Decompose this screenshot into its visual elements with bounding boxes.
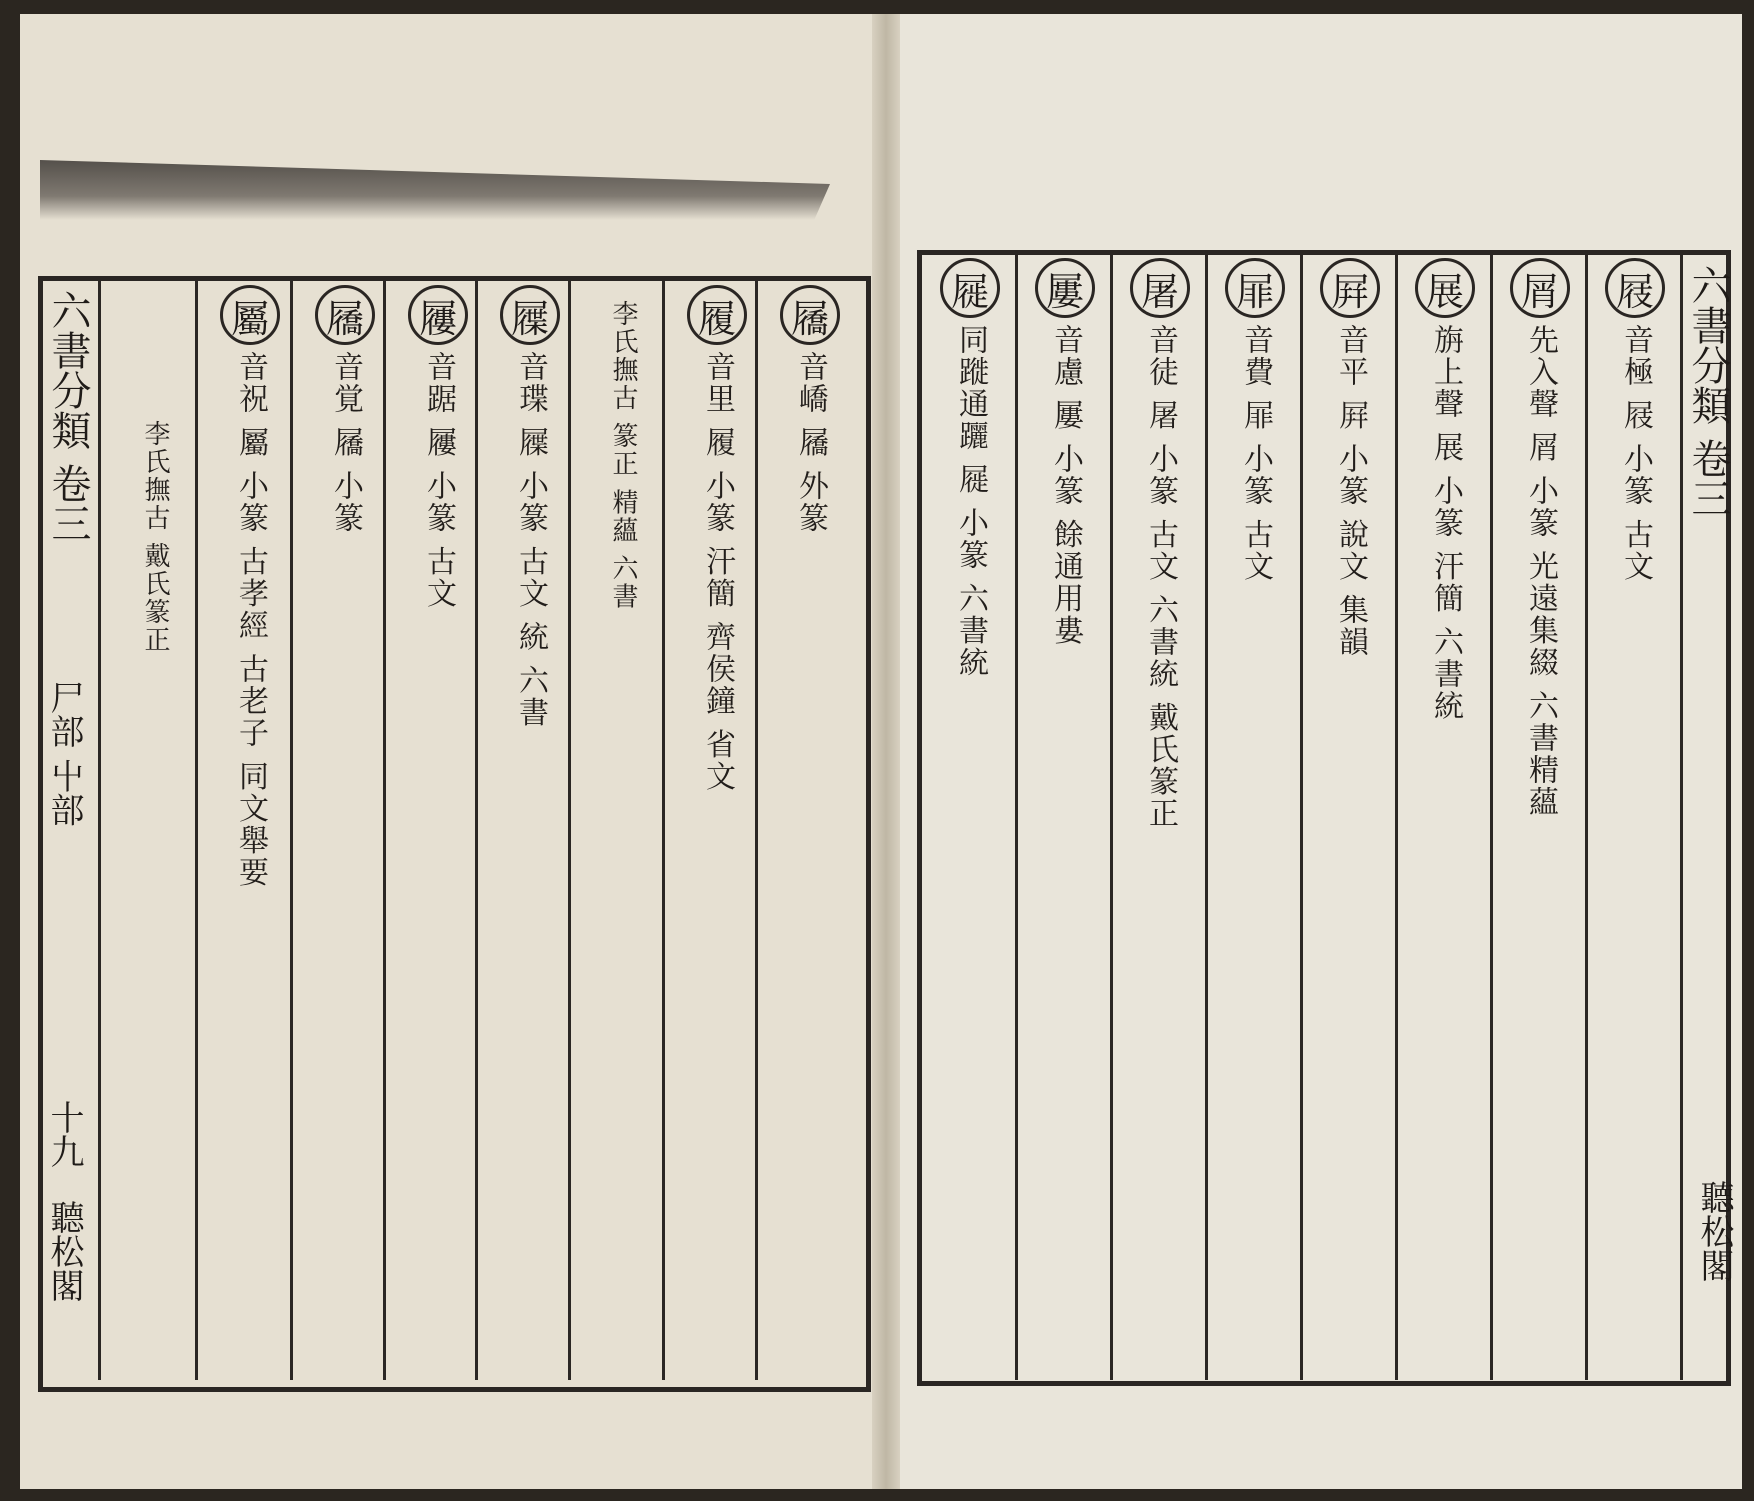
left-column-6 xyxy=(300,285,390,534)
entry-text: 李氏撫古 篆正 精蘊 六書 xyxy=(608,300,638,611)
entry-text: 音祝 屬 小篆 古孝經 古老子 同文舉要 xyxy=(233,351,268,889)
right-column-7 xyxy=(1020,258,1110,647)
entry-text: 音嶠 屩 外篆 xyxy=(793,351,828,535)
column-rule xyxy=(1110,255,1113,1380)
entry-head: 屛 xyxy=(1320,258,1380,318)
left-column-1 xyxy=(765,285,855,534)
entry-text: 同蹝通躧 屣 小篆 六書統 xyxy=(953,324,988,679)
entry-head: 展 xyxy=(1415,258,1475,318)
left-publisher: 聽松閣 xyxy=(44,1200,84,1302)
entry-text: 旃上聲 展 小篆 汗簡 六書統 xyxy=(1428,324,1463,723)
left-column-8 xyxy=(110,420,200,654)
entry-text: 音覚 屩 小篆 xyxy=(328,351,363,535)
column-rule xyxy=(383,280,386,1380)
left-sub-label: 尸部 屮部 xyxy=(44,680,84,827)
right-publisher: 聽松閣 xyxy=(1694,1180,1734,1282)
entry-head: 屧 xyxy=(500,285,560,345)
right-column-2 xyxy=(1495,258,1585,818)
right-side-label: 六書分類 卷三 xyxy=(1685,265,1731,518)
column-rule xyxy=(1585,255,1588,1380)
column-rule xyxy=(1490,255,1493,1380)
entry-head: 履 xyxy=(687,285,747,345)
entry-head: 屑 xyxy=(1510,258,1570,318)
right-column-3 xyxy=(1400,258,1490,722)
column-rule xyxy=(1015,255,1018,1380)
entry-text: 音慮 屢 小篆 餘通用婁 xyxy=(1048,324,1083,647)
left-page-number: 十九 xyxy=(44,1100,84,1168)
column-rule xyxy=(1680,255,1683,1380)
left-column-7 xyxy=(205,285,295,889)
right-column-8 xyxy=(925,258,1015,679)
left-column-2 xyxy=(672,285,762,793)
column-rule xyxy=(1205,255,1208,1380)
column-rule xyxy=(1395,255,1398,1380)
left-column-3 xyxy=(578,300,668,611)
entry-text: 音極 屐 小篆 古文 xyxy=(1618,324,1653,583)
entry-text: 音㻡 屧 小篆 古文 統 六書 xyxy=(513,351,548,729)
entry-text: 音踞 屨 小篆 古文 xyxy=(421,351,456,610)
left-side-label: 六書分類 卷三 xyxy=(45,290,91,543)
entry-head: 屩 xyxy=(780,285,840,345)
left-column-5 xyxy=(393,285,483,610)
entry-head: 屐 xyxy=(1605,258,1665,318)
entry-head: 屢 xyxy=(1035,258,1095,318)
column-rule xyxy=(98,280,101,1380)
entry-text: 先入聲 屑 小篆 光遠集綴 六書精蘊 xyxy=(1523,324,1558,819)
right-column-6 xyxy=(1115,258,1205,830)
column-rule xyxy=(290,280,293,1380)
right-column-4 xyxy=(1305,258,1395,658)
entry-head: 屨 xyxy=(408,285,468,345)
entry-text: 音徒 屠 小篆 古文 六書統 戴氏篆正 xyxy=(1143,324,1178,830)
entry-head: 屝 xyxy=(1225,258,1285,318)
entry-head: 屠 xyxy=(1130,258,1190,318)
column-rule xyxy=(475,280,478,1380)
entry-head: 屩 xyxy=(315,285,375,345)
column-rule xyxy=(195,280,198,1380)
column-rule xyxy=(1300,255,1303,1380)
book-gutter xyxy=(872,14,900,1489)
entry-text: 音里 履 小篆 汗簡 齊侯鐘 省文 xyxy=(700,351,735,793)
left-column-4 xyxy=(485,285,575,729)
column-rule xyxy=(755,280,758,1380)
entry-text: 音平 屛 小篆 說文 集韻 xyxy=(1333,324,1368,659)
entry-head: 屬 xyxy=(220,285,280,345)
column-rule xyxy=(568,280,571,1380)
entry-text: 音費 屝 小篆 古文 xyxy=(1238,324,1273,583)
right-column-1 xyxy=(1590,258,1680,583)
entry-head: 屣 xyxy=(940,258,1000,318)
entry-text: 李氏撫古 戴氏篆正 xyxy=(140,420,170,655)
right-column-5 xyxy=(1210,258,1300,583)
column-rule xyxy=(662,280,665,1380)
